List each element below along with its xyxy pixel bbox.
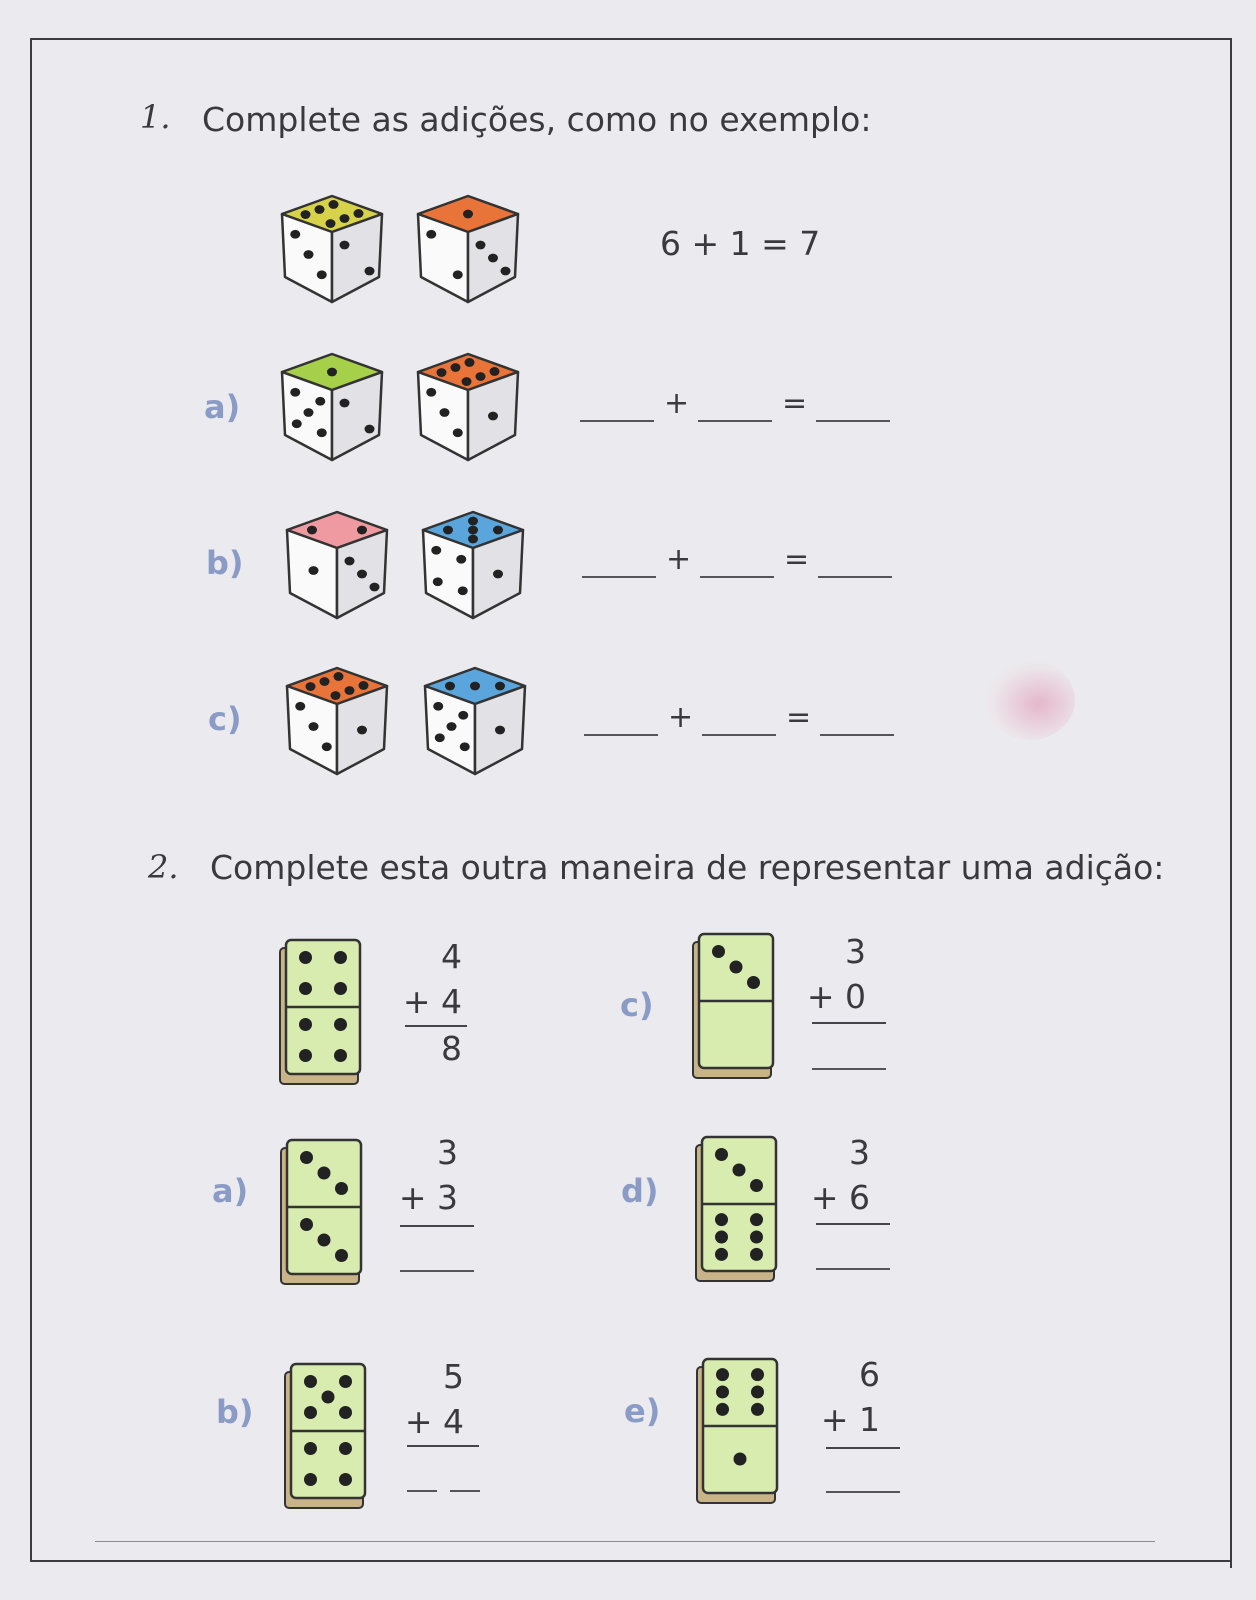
domino-d-top-number: 3: [849, 1133, 870, 1172]
item-b-equals: =: [784, 542, 810, 577]
die-right-pip: [365, 425, 375, 434]
item-b-label: b): [206, 544, 244, 582]
die-left-pip: [453, 270, 463, 279]
domino-bottom-pip: [750, 1231, 763, 1244]
die-top-pip: [354, 209, 364, 218]
die-top-pip: [357, 526, 367, 535]
domino-d-sum-rule: [816, 1223, 890, 1225]
die-right-pip: [488, 412, 498, 421]
die-top-pip: [306, 682, 316, 691]
domino-d: [695, 1135, 779, 1283]
die-left-pip: [290, 388, 300, 397]
domino-top-pip: [751, 1403, 764, 1416]
die-left-pip: [460, 742, 470, 751]
ink-stain: [985, 660, 1075, 740]
domino-bottom-pip: [715, 1248, 728, 1261]
die-right-pip: [340, 399, 350, 408]
domino-top-pip: [733, 1164, 746, 1177]
domino-top-pip: [716, 1386, 729, 1399]
domino-top-pip: [334, 951, 347, 964]
item-c-label: c): [208, 700, 242, 738]
domino-top-pip: [730, 961, 743, 974]
item-a-answer-2[interactable]: [698, 420, 772, 422]
domino-c-answer[interactable]: [812, 1068, 886, 1070]
die-left-pip: [440, 408, 450, 417]
example-top-number: 4: [441, 937, 462, 976]
domino-bottom-pip: [750, 1213, 763, 1226]
domino-a-bottom-number: + 3: [398, 1178, 458, 1217]
item-b-answer-sum[interactable]: [818, 576, 892, 578]
item-a-plus: +: [664, 386, 690, 421]
item-c-answer-2[interactable]: [702, 734, 776, 736]
die-left-pip: [309, 566, 319, 575]
domino-top-pip: [299, 951, 312, 964]
domino-c: [692, 932, 776, 1080]
die-top-pip: [465, 358, 475, 367]
die-top-pip: [320, 677, 330, 686]
die-left-pip: [292, 419, 302, 428]
die-right-pip: [370, 583, 380, 592]
die-left-pip: [435, 733, 445, 742]
domino-top-pip: [712, 945, 725, 958]
domino-bottom-pip: [335, 1249, 348, 1262]
die-left-pip: [447, 722, 457, 731]
die-top-pip: [331, 691, 341, 700]
domino-b-bottom-number: + 4: [404, 1402, 464, 1441]
die-top-pip: [359, 681, 369, 690]
die-left-pip: [433, 702, 443, 711]
die-right-pip: [357, 570, 367, 579]
domino-bottom-pip: [334, 1049, 347, 1062]
example-bottom-number: + 4: [402, 982, 462, 1021]
item-a-die-1: [277, 350, 387, 465]
domino-e-sum-rule: [826, 1447, 900, 1449]
domino-bottom-pip: [300, 1218, 313, 1231]
domino-a-top-number: 3: [437, 1133, 458, 1172]
die-left-pip: [290, 230, 300, 239]
die-right-pip: [340, 241, 350, 250]
die-top-pip: [315, 205, 325, 214]
domino-b-top-number: 5: [443, 1357, 464, 1396]
item-b-answer-2[interactable]: [700, 576, 774, 578]
die-left-pip: [304, 408, 314, 417]
domino-bottom-pip: [715, 1231, 728, 1244]
domino-a-answer[interactable]: [400, 1270, 474, 1272]
die-top-pip: [329, 200, 339, 209]
die-top-pip: [451, 363, 461, 372]
example-domino: [279, 938, 363, 1086]
die-top-pip: [345, 686, 355, 695]
die-top-pip: [463, 210, 473, 219]
page-frame-left: [30, 38, 32, 1560]
example-die-2: [413, 192, 523, 307]
domino-bottom-pip: [734, 1453, 747, 1466]
item-b-plus: +: [666, 542, 692, 577]
die-left-pip: [458, 586, 468, 595]
domino-a: [280, 1138, 364, 1286]
domino-c-label: c): [620, 986, 654, 1024]
die-top-pip: [307, 526, 317, 535]
item-a-die-2: [413, 350, 523, 465]
die-left-pip: [456, 555, 466, 564]
domino-top-pip: [334, 982, 347, 995]
page-frame-right: [1230, 38, 1232, 1568]
domino-c-sum-rule: [812, 1022, 886, 1024]
domino-top-pip: [716, 1403, 729, 1416]
domino-b-label: b): [216, 1393, 254, 1431]
domino-top-pip: [304, 1406, 317, 1419]
die-left-pip: [317, 428, 327, 437]
domino-top-pip: [339, 1375, 352, 1388]
domino-e: [696, 1357, 780, 1505]
die-left-pip: [317, 270, 327, 279]
domino-top-pip: [747, 976, 760, 989]
domino-b-answer-tens[interactable]: [407, 1490, 437, 1492]
domino-bottom-pip: [304, 1473, 317, 1486]
page-frame-top: [30, 38, 1230, 40]
domino-bottom-pip: [318, 1234, 331, 1247]
item-c-die-1: [282, 664, 392, 779]
item-a-equals: =: [782, 386, 808, 421]
die-top-pip: [462, 377, 472, 386]
example-equation: 6 + 1 = 7: [660, 224, 821, 263]
die-right-pip: [345, 557, 355, 566]
die-right-pip: [501, 267, 511, 276]
die-right-pip: [495, 726, 505, 735]
domino-e-label: e): [624, 1392, 661, 1430]
die-top-pip: [327, 368, 337, 377]
exercise-1-number: 1.: [140, 98, 171, 136]
domino-top-pip: [339, 1406, 352, 1419]
item-c-answer-sum[interactable]: [820, 734, 894, 736]
exercise-1-instruction: Complete as adições, como no exemplo:: [202, 100, 872, 139]
item-c-plus: +: [668, 700, 694, 735]
item-c-die-2: [420, 664, 530, 779]
domino-bottom-pip: [750, 1248, 763, 1261]
domino-e-bottom-number: + 1: [820, 1400, 880, 1439]
die-top-pip: [468, 526, 478, 535]
item-b-die-1: [282, 508, 392, 623]
die-left-pip: [458, 711, 468, 720]
die-left-pip: [315, 397, 325, 406]
domino-d-answer[interactable]: [816, 1268, 890, 1270]
domino-bottom-pip: [304, 1442, 317, 1455]
item-c-equals: =: [786, 700, 812, 735]
domino-d-label: d): [621, 1172, 659, 1210]
domino-top-pip: [751, 1386, 764, 1399]
die-right-pip: [493, 570, 503, 579]
die-top-pip: [493, 526, 503, 535]
domino-a-sum-rule: [400, 1225, 474, 1227]
domino-top-pip: [750, 1179, 763, 1192]
die-top-pip: [445, 682, 455, 691]
domino-top-pip: [715, 1148, 728, 1161]
die-top-pip: [301, 210, 311, 219]
domino-top-pip: [318, 1167, 331, 1180]
domino-a-label: a): [212, 1172, 249, 1210]
die-right-pip: [357, 726, 367, 735]
domino-b-answer-ones[interactable]: [450, 1490, 480, 1492]
die-top-pip: [495, 682, 505, 691]
domino-bottom-pip: [339, 1442, 352, 1455]
die-top-pip: [490, 367, 500, 376]
die-top-pip: [468, 535, 478, 544]
page-frame-bottom: [30, 1560, 1232, 1562]
domino-c-bottom-number: + 0: [806, 977, 866, 1016]
die-left-pip: [453, 428, 463, 437]
item-b-die-2: [418, 508, 528, 623]
die-top-pip: [443, 526, 453, 535]
domino-e-answer[interactable]: [826, 1491, 900, 1493]
die-top-pip: [468, 517, 478, 526]
item-b-answer-1[interactable]: [582, 576, 656, 578]
domino-top-pip: [304, 1375, 317, 1388]
domino-d-bottom-number: + 6: [810, 1178, 870, 1217]
die-top-pip: [470, 682, 480, 691]
domino-bottom-pip: [334, 1018, 347, 1031]
domino-top-pip: [322, 1391, 335, 1404]
die-left-pip: [426, 388, 436, 397]
domino-top-pip: [716, 1368, 729, 1381]
die-top-pip: [334, 672, 344, 681]
domino-b-sum-rule: [407, 1445, 479, 1447]
die-left-pip: [304, 250, 314, 259]
item-c-answer-1[interactable]: [584, 734, 658, 736]
item-a-label: a): [204, 388, 241, 426]
die-top-pip: [326, 219, 336, 228]
die-left-pip: [433, 577, 443, 586]
domino-top-pip: [299, 982, 312, 995]
domino-e-top-number: 6: [859, 1355, 880, 1394]
die-left-pip: [322, 742, 332, 751]
domino-top-pip: [751, 1368, 764, 1381]
item-a-answer-1[interactable]: [580, 420, 654, 422]
domino-bottom-pip: [339, 1473, 352, 1486]
die-top-pip: [437, 368, 447, 377]
die-right-pip: [476, 241, 486, 250]
die-left-pip: [431, 546, 441, 555]
die-left-pip: [295, 702, 305, 711]
die-right-pip: [488, 254, 498, 263]
example-result: 8: [441, 1029, 462, 1068]
domino-b: [284, 1362, 368, 1510]
exercise-2-number: 2.: [148, 848, 179, 886]
item-a-answer-sum[interactable]: [816, 420, 890, 422]
die-left-pip: [426, 230, 436, 239]
die-right-pip: [365, 267, 375, 276]
domino-bottom-pip: [299, 1049, 312, 1062]
domino-top-pip: [335, 1182, 348, 1195]
die-top-pip: [340, 214, 350, 223]
example-die-1: [277, 192, 387, 307]
example-sum-rule: [405, 1025, 467, 1027]
exercise-2-instruction: Complete esta outra maneira de representar uma adição:: [210, 848, 1165, 887]
domino-bottom-pip: [299, 1018, 312, 1031]
bottom-divider: [95, 1541, 1155, 1542]
domino-top-pip: [300, 1151, 313, 1164]
domino-bottom-pip: [715, 1213, 728, 1226]
die-left-pip: [309, 722, 319, 731]
die-top-pip: [476, 372, 486, 381]
domino-c-top-number: 3: [845, 932, 866, 971]
